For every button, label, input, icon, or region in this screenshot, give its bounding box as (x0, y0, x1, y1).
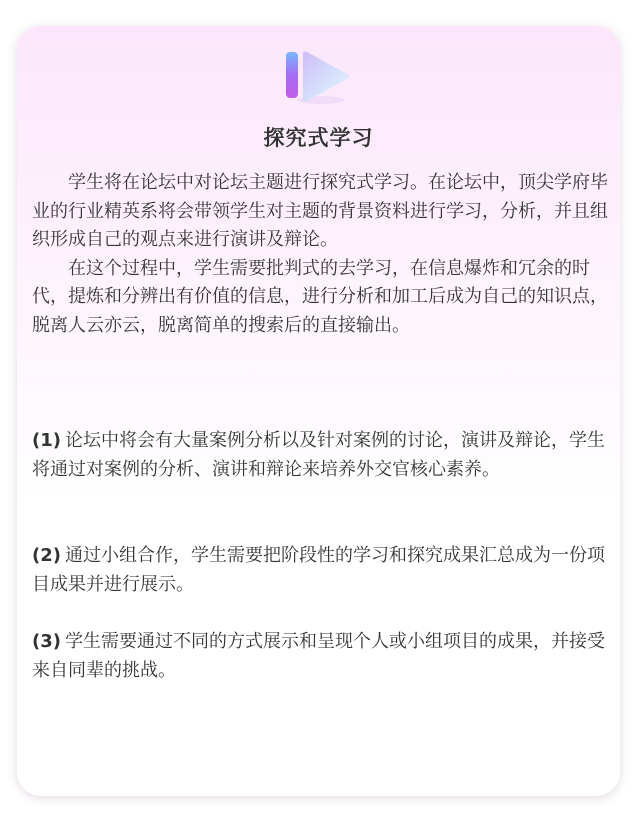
point-number: (2) (32, 545, 61, 566)
point-number: (3) (32, 631, 61, 652)
content-card (17, 26, 620, 796)
page-title: 探究式学习 (263, 126, 374, 150)
point-item-2 (32, 542, 612, 599)
point-item-3 (32, 628, 612, 685)
intro-paragraph-2: 在这个过程中，学生需要批判式的去学习，在信息爆炸和冗余的时代，提炼和分辨出有价值的信息，进行分析和加工后成为自己的知识点，脱离人云亦云，脱离简单的搜索后的直接输出。 (32, 257, 608, 336)
point-text: 学生需要通过不同的方式展示和呈现个人或小组项目的成果，并接受来自同辈的挑战。 (32, 631, 605, 681)
intro-section (32, 169, 612, 341)
play-logo-icon (281, 48, 357, 108)
point-text: 论坛中将会有大量案例分析以及针对案例的讨论，演讲及辩论，学生将通过对案例的分析、演讲和辩论来培养外交官核心素养。 (32, 430, 605, 480)
point-text: 通过小组合作，学生需要把阶段性的学习和探究成果汇总成为一份项目成果并进行展示。 (32, 545, 605, 595)
intro-paragraph-1: 学生将在论坛中对论坛主题进行探究式学习。在论坛中，顶尖学府毕业的行业精英系将会带领学生对主题的背景资料进行学习，分析，并且组织形成自己的观点来进行演讲及辩论。 (32, 172, 608, 251)
point-item-1 (32, 427, 612, 484)
point-number: (1) (32, 430, 61, 451)
